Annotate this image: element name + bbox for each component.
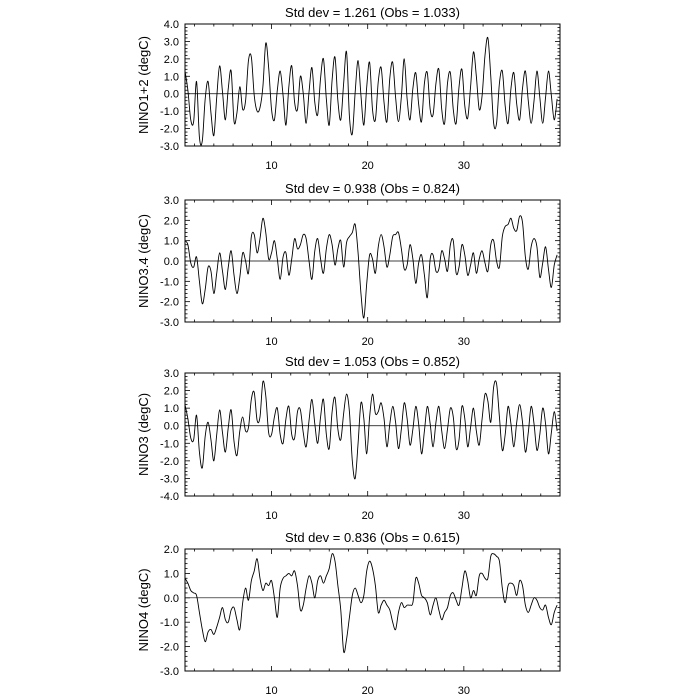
y-tick-label: -1.0 xyxy=(160,438,179,451)
y-tick-label: 4.0 xyxy=(163,19,179,31)
y-tick-label: -4.0 xyxy=(160,491,179,503)
chart-title: Std dev = 1.053 (Obs = 0.852) xyxy=(285,354,460,369)
x-tick-label: 30 xyxy=(457,510,470,522)
x-tick-label: 20 xyxy=(361,160,374,172)
x-tick-label: 30 xyxy=(457,160,470,172)
y-tick-label: 3.0 xyxy=(163,36,179,49)
y-tick-label: -2.0 xyxy=(160,123,179,136)
y-tick-label: -2.0 xyxy=(160,641,179,654)
series-line-1 xyxy=(185,37,557,145)
y-tick-label: 1.0 xyxy=(163,71,179,84)
x-tick-label: 30 xyxy=(457,685,470,697)
y-axis-label: NINO3 (degC) xyxy=(136,392,151,477)
x-tick-label: 20 xyxy=(361,685,374,697)
x-tick-label: 10 xyxy=(265,510,278,522)
x-tick-label: 20 xyxy=(361,510,374,522)
y-tick-label: -1.0 xyxy=(160,106,179,119)
y-tick-label: -3.0 xyxy=(160,666,179,678)
x-tick-label: 10 xyxy=(265,685,278,697)
y-tick-label: -1.0 xyxy=(160,617,179,630)
chart-title: Std dev = 0.938 (Obs = 0.824) xyxy=(285,181,460,196)
chart-title: Std dev = 0.836 (Obs = 0.615) xyxy=(285,530,460,545)
y-axis-label: NINO3.4 (degC) xyxy=(136,214,151,308)
y-tick-label: 2.0 xyxy=(163,385,179,398)
x-tick-label: 30 xyxy=(457,336,470,348)
y-tick-label: -1.0 xyxy=(160,276,179,289)
y-tick-label: 2.0 xyxy=(163,215,179,228)
chart-panel-3 xyxy=(136,354,560,522)
y-axis-label: NINO4 (degC) xyxy=(136,568,151,652)
series-line-1 xyxy=(185,381,557,479)
series-line-1 xyxy=(185,216,557,318)
y-tick-label: 1.0 xyxy=(163,235,179,248)
y-axis-label: NINO1+2 (degC) xyxy=(136,36,151,134)
chart-panel-2 xyxy=(136,181,560,348)
x-tick-label: 10 xyxy=(265,336,278,348)
chart-title: Std dev = 1.261 (Obs = 1.033) xyxy=(285,5,460,20)
y-tick-label: -3.0 xyxy=(160,317,179,329)
chart-panel-4 xyxy=(136,530,560,697)
y-tick-label: 0.0 xyxy=(163,256,179,268)
y-tick-label: 1.0 xyxy=(163,403,179,416)
y-tick-label: -3.0 xyxy=(160,141,179,153)
x-tick-label: 10 xyxy=(265,160,278,172)
y-tick-label: 2.0 xyxy=(163,53,179,66)
y-tick-label: 3.0 xyxy=(163,368,179,380)
y-tick-label: 2.0 xyxy=(163,544,179,556)
y-tick-label: -2.0 xyxy=(160,296,179,309)
y-tick-label: 0.0 xyxy=(163,592,179,605)
y-tick-label: -2.0 xyxy=(160,455,179,468)
y-tick-label: 0.0 xyxy=(163,420,179,433)
plot-frame xyxy=(185,373,560,496)
series-line-1 xyxy=(185,554,557,653)
y-tick-label: -3.0 xyxy=(160,473,179,486)
y-tick-label: 3.0 xyxy=(163,195,179,207)
y-tick-label: 0.0 xyxy=(163,88,179,101)
x-tick-label: 20 xyxy=(361,336,374,348)
chart-panel-1 xyxy=(136,5,560,172)
y-tick-label: 1.0 xyxy=(163,568,179,581)
